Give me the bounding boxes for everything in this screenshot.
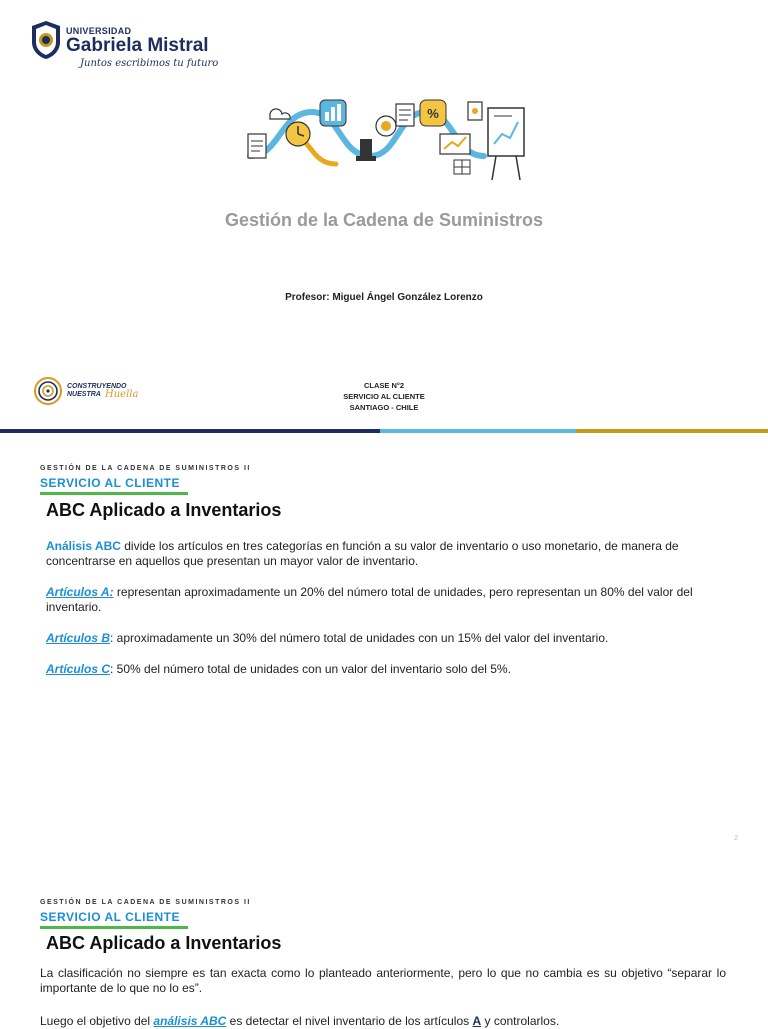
class-topic: SERVICIO AL CLIENTE (343, 392, 425, 401)
paragraph-clasificacion: La clasificación no siempre es tan exacta como lo planteado anteriormente, pero lo que no cambia es su objetivo “separar lo importante de lo que no lo es”. (40, 966, 726, 995)
section-title: SERVICIO AL CLIENTE (40, 910, 180, 924)
secondary-logo-line1: CONSTRUYENDO (67, 383, 127, 390)
paragraph-text: : aproximadamente un 30% del número total de unidades con un 15% del valor del inventario. (110, 631, 609, 645)
color-bar-gold (576, 429, 768, 433)
course-name: GESTIÓN DE LA CADENA DE SUMINISTROS II (40, 899, 251, 906)
keyword-articulos-a: Artículos A: (46, 585, 114, 599)
svg-text:%: % (427, 106, 439, 121)
keyword-articulos-b: Artículos B (46, 631, 111, 645)
slide-title: ABC Aplicado a Inventarios (46, 500, 282, 520)
class-info (300, 380, 468, 413)
paragraph-text: y controlarlos. (481, 1014, 560, 1028)
logo-line2: Gabriela Mistral (66, 35, 209, 56)
university-seal-icon (30, 20, 62, 60)
university-logo (30, 20, 230, 76)
keyword-analisis-abc: análisis ABC (153, 1014, 227, 1028)
paragraph-text: : 50% del número total de unidades con un valor del inventario solo del 5%. (110, 662, 511, 676)
cover-slide (0, 0, 768, 434)
slide-title: ABC Aplicado a Inventarios (46, 933, 282, 953)
paragraph-text: representan aproximadamente un 20% del número total de unidades, pero representan un 80% del valor del inventario. (46, 585, 693, 614)
section-underline (40, 926, 188, 929)
course-name: GESTIÓN DE LA CADENA DE SUMINISTROS II (40, 465, 251, 472)
paragraph-analisis-abc (46, 539, 726, 569)
secondary-logo-line2: NUESTRA (67, 391, 101, 398)
color-bar-navy (0, 429, 380, 433)
paragraph-text: es detectar el nivel inventario de los artículos (226, 1014, 473, 1028)
supply-chain-illustration-icon (240, 94, 530, 184)
class-number: CLASE N°2 (363, 381, 405, 390)
keyword-analisis-abc: Análisis ABC (46, 539, 121, 553)
paragraph-text: Luego el objetivo del (40, 1014, 154, 1028)
construyendo-huella-logo (33, 375, 143, 409)
fingerprint-icon (33, 375, 63, 407)
keyword-a: A (472, 1014, 482, 1028)
paragraph-text: divide los artículos en tres categorías en función a su valor de inventario o uso monetario, de manera de concentrarse en aquellos que presentan un mayor valor de inventario. (46, 539, 679, 568)
logo-motto: Juntos escribimos tu futuro (80, 58, 219, 69)
section-title: SERVICIO AL CLIENTE (40, 476, 180, 490)
content-slide-3 (0, 870, 768, 1028)
paragraph-objetivo (40, 1014, 726, 1029)
presentation-title: Gestión de la Cadena de Suministros (224, 210, 544, 230)
secondary-logo-line3: Huella (105, 389, 139, 400)
content-slide-2 (0, 434, 768, 854)
section-underline (40, 492, 188, 495)
professor-name: Profesor: Miguel Ángel González Lorenzo (285, 292, 483, 303)
page-number: 2 (734, 835, 738, 842)
class-location: SANTIAGO - CHILE (349, 403, 419, 412)
paragraph-articulos-a (46, 585, 726, 615)
keyword-articulos-c: Artículos C (46, 662, 111, 676)
cover-color-bar (0, 429, 768, 433)
paragraph-articulos-c (46, 662, 726, 677)
color-bar-light-blue (380, 429, 576, 433)
logo-line1: UNIVERSIDAD (66, 26, 132, 36)
paragraph-articulos-b (46, 631, 726, 646)
